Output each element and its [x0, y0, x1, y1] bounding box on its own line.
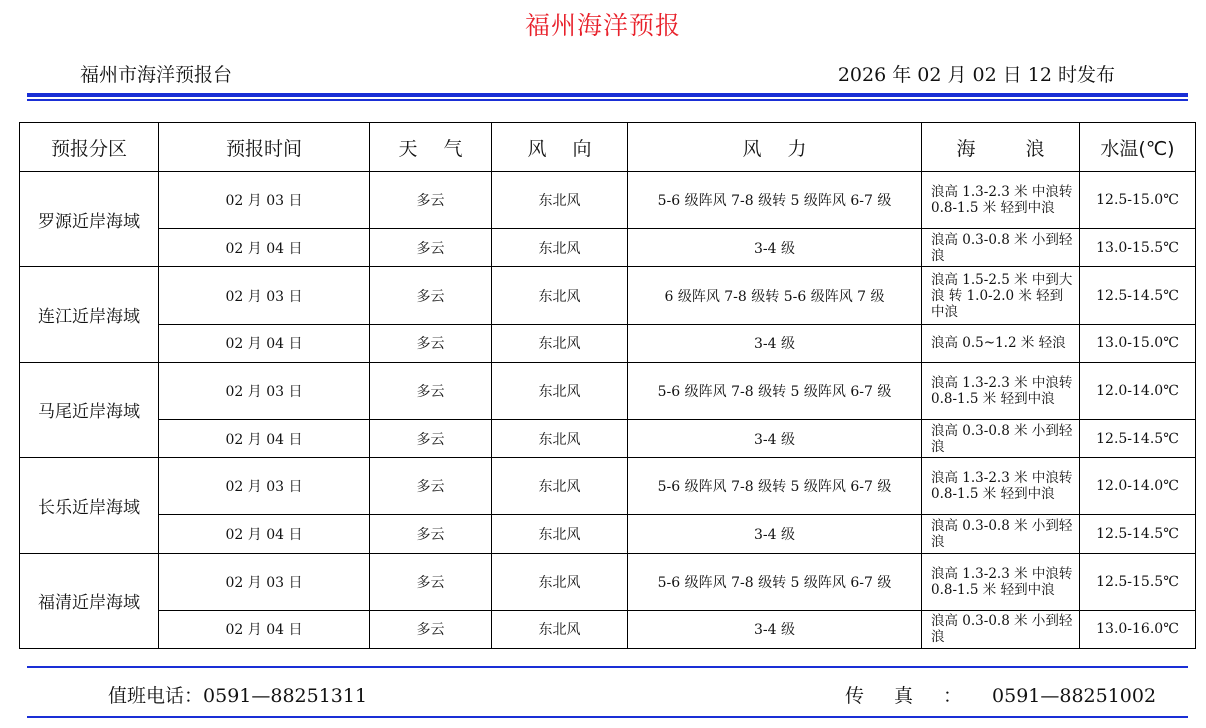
table-row [20, 229, 1196, 267]
page-title: 福州海洋预报 [524, 11, 681, 40]
fax [845, 681, 1156, 708]
column-header-wind-force: 风 力 [628, 123, 922, 172]
duty-phone-number: 0591—88251311 [203, 685, 368, 707]
wind-direction-cell: 东北风 [492, 458, 628, 515]
wind-direction-cell: 东北风 [492, 515, 628, 553]
wave-cell: 浪高 0.3-0.8 米 小到轻浪 [922, 515, 1080, 553]
wind-force-cell: 3-4 级 [628, 229, 922, 267]
forecast-date: 02 月 03 日 [159, 267, 370, 324]
footer-divider-top [27, 666, 1188, 668]
forecast-date: 02 月 03 日 [159, 458, 370, 515]
weather-cell: 多云 [370, 172, 492, 229]
wind-force-cell: 6 级阵风 7-8 级转 5-6 级阵风 7 级 [628, 267, 922, 324]
zone-name: 福清近岸海域 [20, 553, 159, 648]
fax-label: 传真： [845, 685, 993, 707]
wave-cell: 浪高 0.3-0.8 米 小到轻浪 [922, 229, 1080, 267]
wind-force-cell: 3-4 级 [628, 515, 922, 553]
weather-cell: 多云 [370, 420, 492, 458]
weather-cell: 多云 [370, 267, 492, 324]
issuer-name: 福州市海洋预报台 [80, 64, 233, 86]
wind-force-cell: 3-4 级 [628, 420, 922, 458]
forecast-date: 02 月 03 日 [159, 172, 370, 229]
footer-divider-bottom [27, 716, 1188, 718]
table-row [20, 324, 1196, 362]
column-header-time: 预报时间 [159, 123, 370, 172]
header-divider-thin [27, 99, 1188, 101]
water-temp-cell: 12.5-14.5℃ [1080, 420, 1196, 458]
header-divider-thick [27, 93, 1188, 97]
water-temp-cell: 12.0-14.0℃ [1080, 362, 1196, 419]
water-temp-cell: 13.0-16.0℃ [1080, 610, 1196, 648]
wind-direction-cell: 东北风 [492, 362, 628, 419]
wave-cell: 浪高 0.5~1.2 米 轻浪 [922, 324, 1080, 362]
table-row [20, 362, 1196, 419]
fax-number: 0591—88251002 [992, 685, 1157, 707]
column-header-waves: 海 浪 [922, 123, 1080, 172]
forecast-date: 02 月 04 日 [159, 515, 370, 553]
wind-force-cell: 3-4 级 [628, 610, 922, 648]
table-header-row [20, 123, 1196, 172]
table-row [20, 553, 1196, 610]
wave-cell: 浪高 1.3-2.3 米 中浪转 0.8-1.5 米 轻到中浪 [922, 458, 1080, 515]
wind-direction-cell: 东北风 [492, 172, 628, 229]
water-temp-cell: 13.0-15.0℃ [1080, 324, 1196, 362]
wave-cell: 浪高 1.3-2.3 米 中浪转 0.8-1.5 米 轻到中浪 [922, 553, 1080, 610]
forecast-date: 02 月 04 日 [159, 324, 370, 362]
weather-cell: 多云 [370, 610, 492, 648]
table-row [20, 458, 1196, 515]
water-temp-cell: 12.5-15.5℃ [1080, 553, 1196, 610]
duty-phone [108, 681, 367, 708]
forecast-date: 02 月 03 日 [159, 553, 370, 610]
column-header-weather: 天 气 [370, 123, 492, 172]
wind-direction-cell: 东北风 [492, 267, 628, 324]
wave-cell: 浪高 1.3-2.3 米 中浪转 0.8-1.5 米 轻到中浪 [922, 362, 1080, 419]
wave-cell: 浪高 0.3-0.8 米 小到轻浪 [922, 420, 1080, 458]
wave-cell: 浪高 1.3-2.3 米 中浪转 0.8-1.5 米 轻到中浪 [922, 172, 1080, 229]
forecast-date: 02 月 03 日 [159, 362, 370, 419]
wind-direction-cell: 东北风 [492, 324, 628, 362]
weather-cell: 多云 [370, 362, 492, 419]
zone-name: 马尾近岸海域 [20, 362, 159, 457]
weather-cell: 多云 [370, 324, 492, 362]
wind-force-cell: 5-6 级阵风 7-8 级转 5 级阵风 6-7 级 [628, 362, 922, 419]
zone-name: 罗源近岸海域 [20, 172, 159, 267]
table-row [20, 420, 1196, 458]
column-header-wind-direction: 风 向 [492, 123, 628, 172]
forecast-date: 02 月 04 日 [159, 420, 370, 458]
weather-cell: 多云 [370, 515, 492, 553]
column-header-zone: 预报分区 [20, 123, 159, 172]
weather-cell: 多云 [370, 553, 492, 610]
duty-phone-label: 值班电话： [108, 685, 204, 707]
zone-name: 连江近岸海域 [20, 267, 159, 362]
forecast-date: 02 月 04 日 [159, 229, 370, 267]
water-temp-cell: 12.0-14.0℃ [1080, 458, 1196, 515]
wind-force-cell: 5-6 级阵风 7-8 级转 5 级阵风 6-7 级 [628, 172, 922, 229]
wind-direction-cell: 东北风 [492, 610, 628, 648]
weather-cell: 多云 [370, 458, 492, 515]
water-temp-cell: 12.5-14.5℃ [1080, 515, 1196, 553]
water-temp-cell: 12.5-14.5℃ [1080, 267, 1196, 324]
issue-time: 2026 年 02 月 02 日 12 时发布 [837, 64, 1115, 86]
water-temp-cell: 13.0-15.5℃ [1080, 229, 1196, 267]
wind-force-cell: 3-4 级 [628, 324, 922, 362]
wind-direction-cell: 东北风 [492, 553, 628, 610]
table-row [20, 610, 1196, 648]
wind-direction-cell: 东北风 [492, 420, 628, 458]
wind-direction-cell: 东北风 [492, 229, 628, 267]
forecast-table [19, 122, 1196, 649]
weather-cell: 多云 [370, 229, 492, 267]
wind-force-cell: 5-6 级阵风 7-8 级转 5 级阵风 6-7 级 [628, 553, 922, 610]
column-header-water-temp: 水温(℃) [1080, 123, 1196, 172]
zone-name: 长乐近岸海域 [20, 458, 159, 553]
wind-force-cell: 5-6 级阵风 7-8 级转 5 级阵风 6-7 级 [628, 458, 922, 515]
wave-cell: 浪高 1.5-2.5 米 中到大浪 转 1.0-2.0 米 轻到中浪 [922, 267, 1080, 324]
water-temp-cell: 12.5-15.0℃ [1080, 172, 1196, 229]
table-row [20, 172, 1196, 229]
table-row [20, 267, 1196, 324]
table-row [20, 515, 1196, 553]
forecast-date: 02 月 04 日 [159, 610, 370, 648]
wave-cell: 浪高 0.3-0.8 米 小到轻浪 [922, 610, 1080, 648]
